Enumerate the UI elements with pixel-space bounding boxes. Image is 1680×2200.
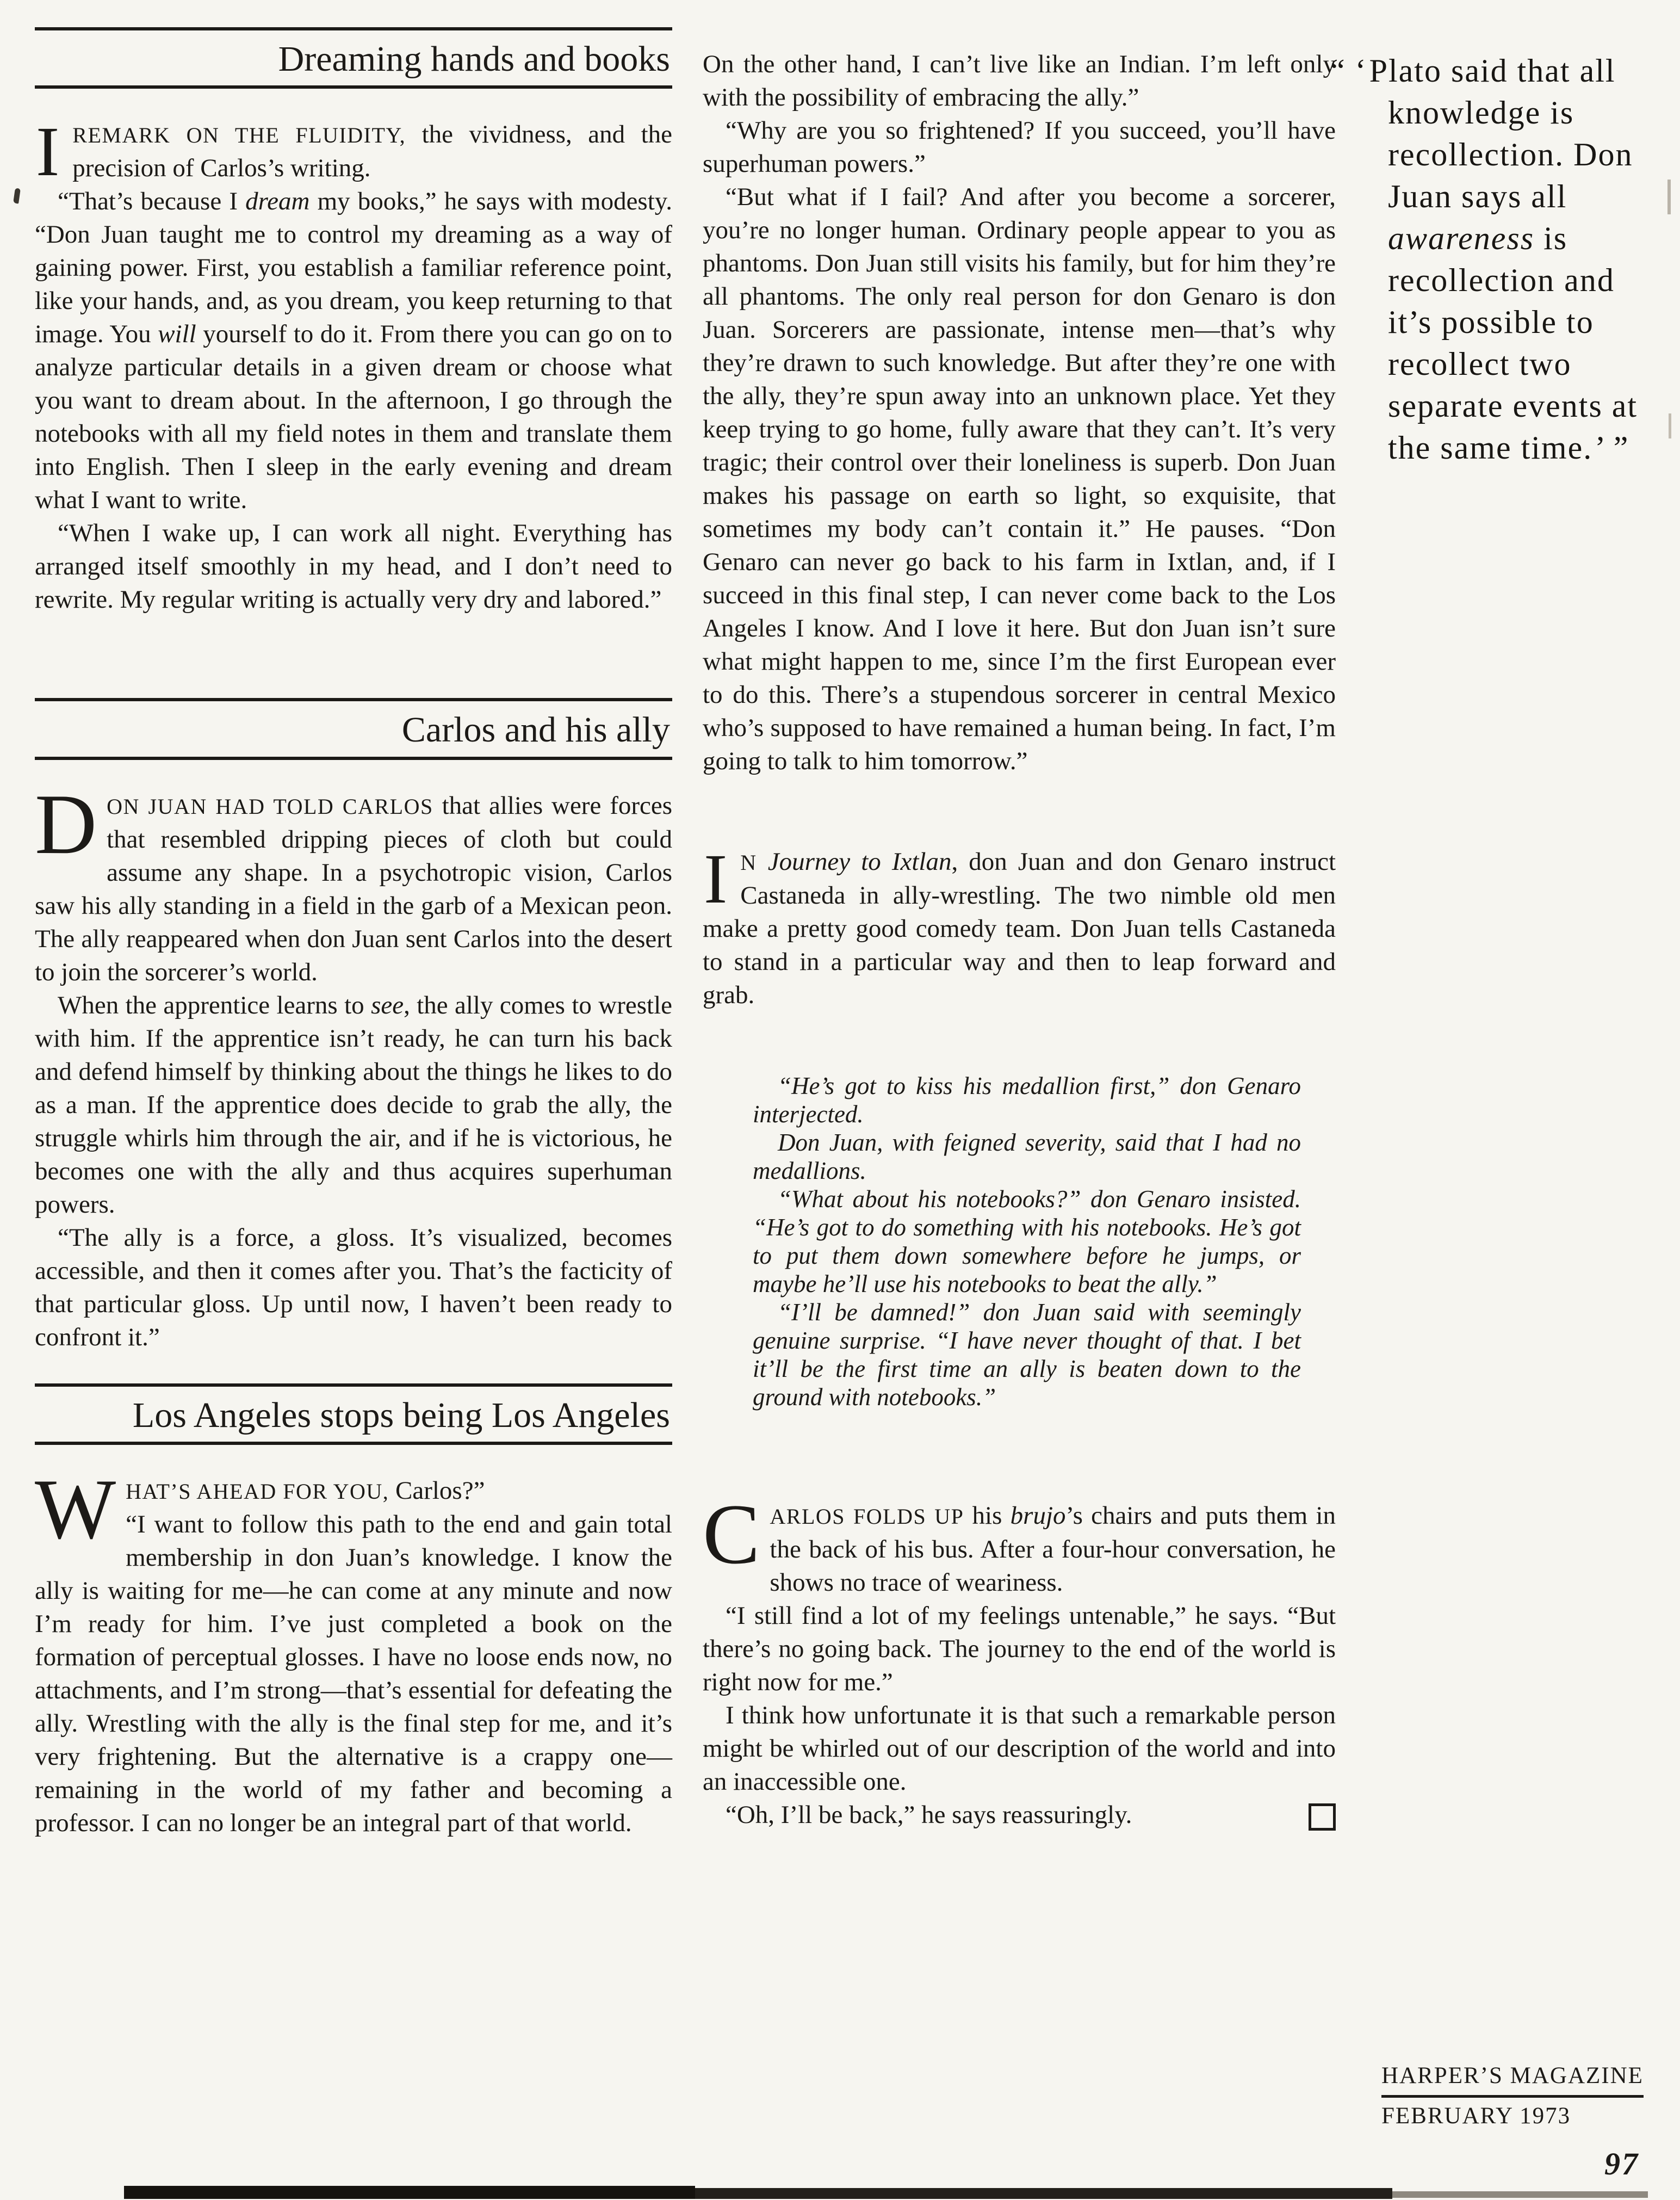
paragraph <box>35 517 672 616</box>
pull-quote-line <box>1388 343 1680 385</box>
pull-quote-open-marks: “ ‘ <box>1330 53 1367 89</box>
paragraph <box>703 181 1336 778</box>
issue-date: FEBRUARY 1973 <box>1381 2103 1571 2129</box>
initial-cap: W <box>35 1461 116 1557</box>
page-footer <box>1381 2063 1664 2129</box>
pull-quote-text: recollect two <box>1388 346 1572 382</box>
scan-artifact-bar <box>1392 2191 1648 2198</box>
column-left <box>35 27 672 1840</box>
pull-quote-line <box>1388 301 1680 343</box>
paragraph <box>703 114 1336 181</box>
section-header-text: Los Angeles stops being Los Angeles <box>132 1395 670 1435</box>
column-middle <box>703 48 1336 1832</box>
paragraph <box>703 1699 1336 1799</box>
section-header <box>35 27 672 89</box>
pull-quote-line <box>1388 92 1680 134</box>
pull-quote-text: knowledge is <box>1388 95 1574 131</box>
magazine-title: HARPER’S MAGAZINE <box>1381 2063 1644 2098</box>
blockquote-paragraph: “I’ll be damned!” don Juan said with seemingly genuine surprise. “I have never thought of that. I bet it’ll be the first time an ally is beaten down to the ground with notebooks.” <box>753 1299 1301 1411</box>
pull-quote-line <box>1388 385 1680 427</box>
paragraph <box>35 113 672 191</box>
paragraph-text: Carlos?” <box>389 1476 485 1505</box>
pull-quote-line <box>1330 50 1680 92</box>
initial-cap: I <box>704 840 728 918</box>
paragraph-text: that allies were forces that resembled dripping pieces of cloth but could assume any shape. In a psychotropic vision, Carlos saw his ally standing in a field in the garb of a Mexican peon. The ally reappeared when don Juan sent Carlos into the desert to join the sorcerer’s world. <box>35 791 673 986</box>
pull-quote-text: recollection and <box>1388 262 1615 298</box>
paragraph <box>35 1221 672 1354</box>
paragraph-text: “When I wake up, I can work all night. Everything has arranged itself smoothly in my head, and I don’t need to rewrite. My regular writing is actually very dry and labored.” <box>35 519 672 614</box>
scan-artifact-mark <box>13 188 21 203</box>
pull-quote-text: recollection. Don <box>1388 137 1633 172</box>
small-caps-lead: ON JUAN HAD TOLD CARLOS <box>107 794 433 819</box>
paragraph <box>35 1461 672 1840</box>
paragraph <box>703 1799 1336 1832</box>
section-header <box>35 698 672 759</box>
paragraph-text: When the apprentice learns to see, the ally comes to wrestle with him. If the apprentice isn’t ready, he can turn his back and defend himself by thinking about the things he likes to do as a man. If the apprentice does decide to grab the ally, the struggle whirls him through the air, and if he is victorious, he becomes one with the ally and thus acquires superhuman powers. <box>35 991 672 1219</box>
paragraph <box>703 1487 1336 1599</box>
pull-quote-line <box>1388 218 1680 259</box>
paragraph-text: “Why are you so frightened? If you succeed, you’ll have superhuman powers.” <box>703 116 1336 178</box>
initial-cap: I <box>36 113 60 191</box>
paragraph <box>703 840 1336 1012</box>
paragraph <box>703 1599 1336 1699</box>
page-number: 97 <box>1604 2146 1639 2182</box>
paragraph <box>35 185 672 517</box>
blockquote-paragraph: “He’s got to kiss his medallion first,” don Genaro interjected. <box>753 1072 1301 1128</box>
end-of-article-marker <box>1309 1803 1336 1831</box>
blockquote-paragraph: Don Juan, with feigned severity, said that I had no medallions. <box>753 1129 1301 1184</box>
paragraph-text: his brujo’s chairs and puts them in the back of his bus. After a four-hour conversation, he shows no trace of weariness. <box>770 1501 1336 1597</box>
pull-quote-line <box>1388 259 1680 301</box>
scan-artifact-bar <box>124 2186 695 2199</box>
paragraph-text: “I want to follow this path to the end and gain total membership in don Juan’s knowledge. I know the ally is waiting for me—he can come at any minute and now I’m ready for him. I’ve just completed a book on the formation of perceptual glosses. I have no loose ends now, no attachments, and I’m strong—that’s essential for defeating the ally. Wrestling with the ally is the final step for me, and it’s very frightening. But the alternative is a crappy one—remaining in the world of my father and becoming a professor. I can no longer be an integral part of that world. <box>35 1510 672 1837</box>
pull-quote-line <box>1388 427 1680 469</box>
small-caps-lead: REMARK ON THE FLUIDITY, <box>72 123 406 148</box>
paragraph <box>703 48 1336 114</box>
blockquote-paragraph: “What about his notebooks?” don Genaro insisted. “He’s got to do something with his notebooks. He’s got to put them down somewhere before he jumps, or maybe he’ll use his notebooks to beat the ally.” <box>753 1185 1301 1297</box>
pull-quote-text: Juan says all <box>1388 178 1567 214</box>
pull-quote-text: awareness is <box>1388 220 1568 256</box>
paragraph-text: “I still find a lot of my feelings untenable,” he says. “But there’s no going back. The journey to the end of the world is right now for me.” <box>703 1602 1336 1696</box>
pull-quote-text: Plato said that all <box>1369 53 1616 89</box>
paragraph-text: Journey to Ixtlan, don Juan and don Genaro instruct Castaneda in ally-wrestling. The two nimble old men make a pretty good comedy team. Don Juan tells Castaneda to stand in a particular way and then to leap forward and grab. <box>703 848 1336 1009</box>
section-header-text: Carlos and his ally <box>401 710 670 750</box>
section-header-text: Dreaming hands and books <box>278 39 670 79</box>
initial-cap: D <box>35 776 97 872</box>
paragraph-text: “The ally is a force, a gloss. It’s visualized, becomes accessible, and then it comes after you. That’s the facticity of that particular gloss. Up until now, I haven’t been ready to confront it.” <box>35 1223 672 1351</box>
paragraph-text: On the other hand, I can’t live like an Indian. I’m left only with the possibility of embracing the ally.” <box>703 50 1336 112</box>
paragraph-text: the vividness, and the precision of Carlos’s writing. <box>72 120 672 183</box>
small-caps-lead: N <box>740 850 757 875</box>
paragraph-text: “That’s because I dream my books,” he says with modesty. “Don Juan taught me to control my dreaming as a way of gaining power. First, you establish a familiar reference point, like your hands, and, as you dream, you keep returning to that image. You will yourself to do it. From there you can go on to analyze particular details in a given dream or choose what you want to dream about. In the afternoon, I go through the notebooks with all my field notes in them and translate them into English. Then I sleep in the early evening and dream what I want to write. <box>35 187 672 515</box>
pull-quote-text: it’s possible to <box>1388 304 1594 340</box>
pull-quote-close-marks: ’ ” <box>1595 430 1629 466</box>
paragraph-text: “But what if I fail? And after you become a sorcerer, you’re no longer human. Ordinary people appear to you as phantoms. Don Juan still visits his family, but for him they’re all phantoms. The only real person for don Genaro is don Juan. Sorcerers are passionate, intense men—that’s why they’re drawn to such knowledge. But after they’re one with the ally, they’re spun away into an unknown place. Yet they keep trying to go home, fully aware that they can’t. It’s very tragic; their control over their loneliness is superb. Don Juan makes his passage on earth so light, so exquisite, that sometimes my body can’t contain it.” He pauses. “Don Genaro can never go back to his farm in Ixtlan, and, if I succeed in this final step, I can never come back to the Los Angeles I know. And I love it here. But don Juan isn’t sure what might happen to me, since I’m the first European ever to do this. There’s a stupendous sorcerer in central Mexico who’s supposed to have remained a human being. In fact, I’m going to talk to him tomorrow.” <box>703 183 1336 775</box>
scan-artifact-bar <box>695 2188 1392 2199</box>
pull-quote <box>1330 50 1680 469</box>
section-header <box>35 1383 672 1445</box>
pull-quote-text: separate events at <box>1388 388 1638 424</box>
scan-artifact-mark <box>1669 413 1671 438</box>
paragraph <box>35 776 673 989</box>
pull-quote-line <box>1388 176 1680 218</box>
pull-quote-line <box>1388 134 1680 176</box>
paragraph-text: “Oh, I’ll be back,” he says reassuringly. <box>726 1801 1132 1829</box>
small-caps-lead: HAT’S AHEAD FOR YOU, <box>126 1479 389 1504</box>
blockquote <box>753 1072 1301 1411</box>
scan-artifact-mark <box>1667 180 1671 214</box>
pull-quote-text: the same time. <box>1388 430 1593 466</box>
initial-cap: C <box>703 1487 760 1582</box>
paragraph <box>35 989 672 1221</box>
paragraph-text: I think how unfortunate it is that such a remarkable person might be whirled out of our description of the world and into an inaccessible one. <box>703 1701 1336 1796</box>
small-caps-lead: ARLOS FOLDS UP <box>770 1504 964 1529</box>
